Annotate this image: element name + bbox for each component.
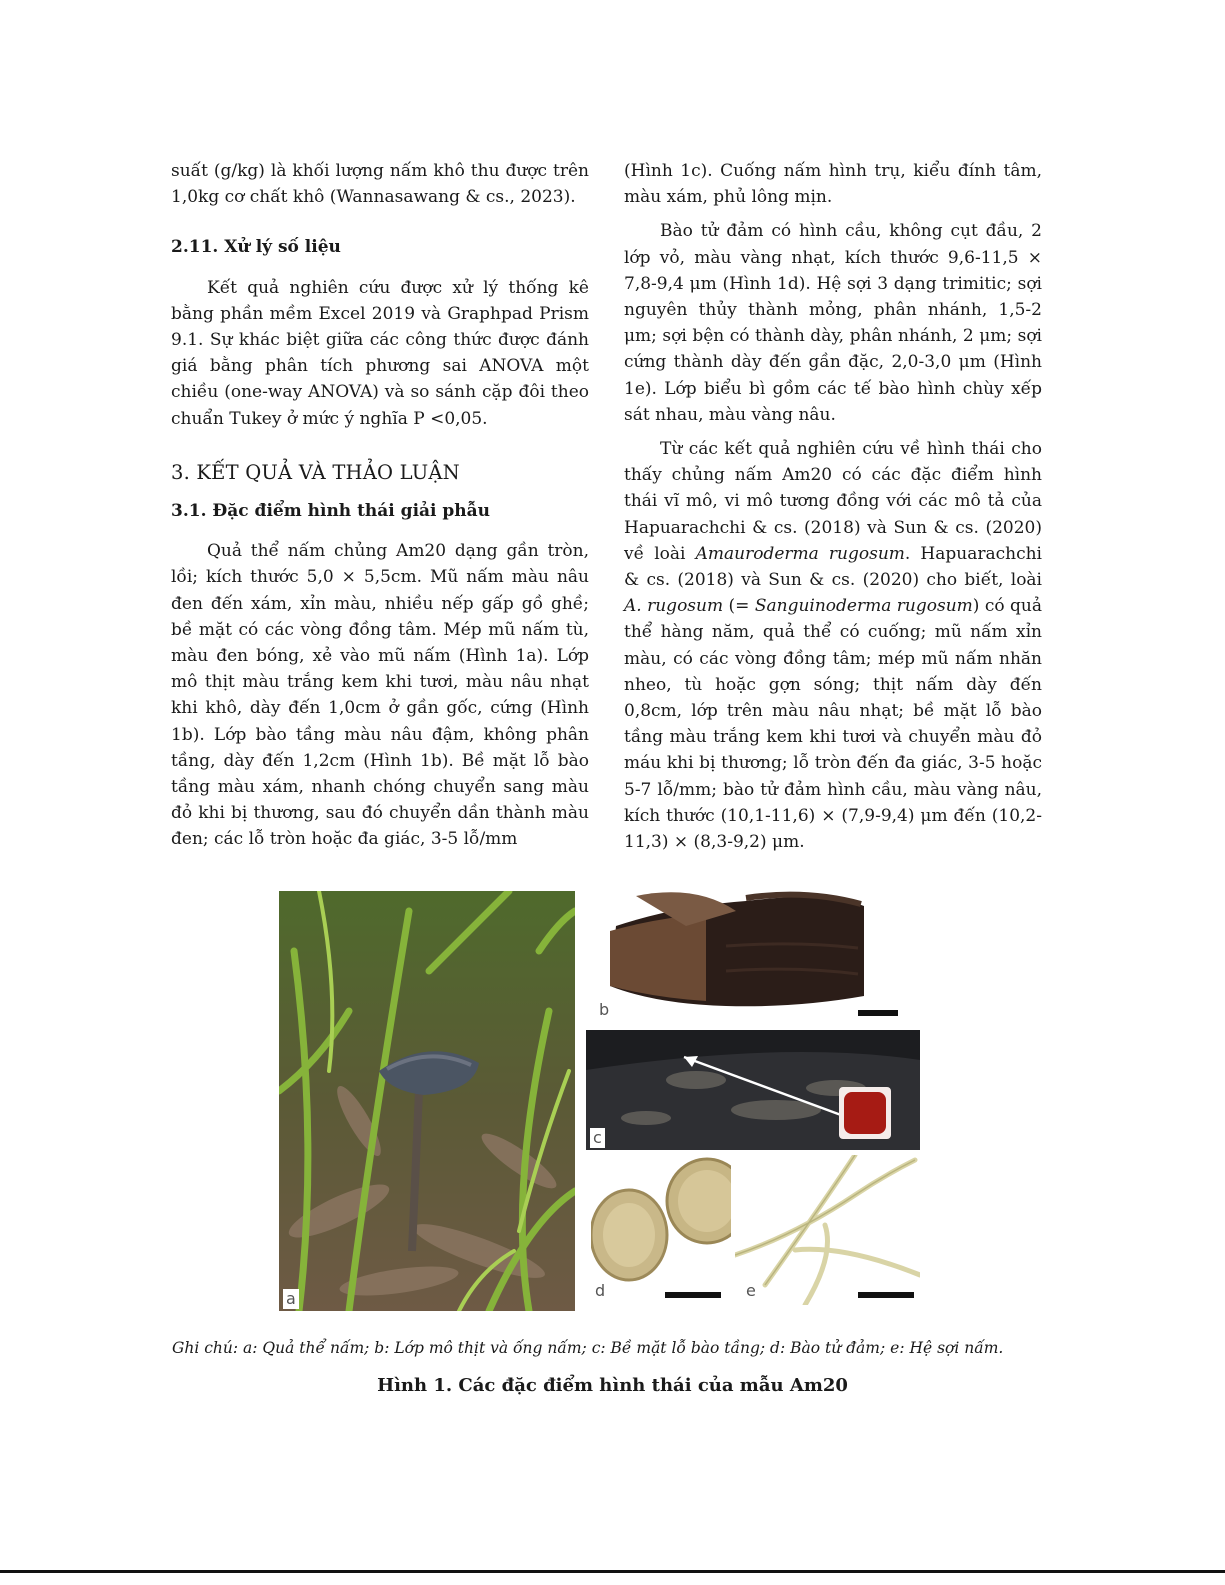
species-name: Sanguinoderma rugosum bbox=[754, 596, 973, 617]
paragraph: Kết quả nghiên cứu được xử lý thống kê bằng phần mềm Excel 2019 và Graphpad Prism 9.1. Sự khác biệt giữa các công thức được đánh giá bằng phân tích phương sai ANOVA một chiều (one-way ANOVA) và so sánh cặp đôi theo chuẩn Tukey ở mức ý nghĩa P <0,05. bbox=[171, 277, 589, 429]
figure-d-basidiospores bbox=[591, 1155, 731, 1305]
figure-e-hyphae bbox=[735, 1155, 920, 1305]
section-heading-3-1: 3.1. Đặc điểm hình thái giải phẫu bbox=[171, 501, 491, 522]
page-bottom-rule bbox=[0, 1570, 1225, 1573]
paragraph: (Hình 1c). Cuống nấm hình trụ, kiểu đính tâm, màu xám, phủ lông mịn. bbox=[624, 161, 1042, 208]
figure-c-pore-surface bbox=[586, 1030, 920, 1150]
scale-bar bbox=[858, 1292, 914, 1298]
paragraph: Quả thể nấm chủng Am20 dạng gần tròn, lồi; kích thước 5,0 × 5,5cm. Mũ nấm màu nâu đen đến xám, xỉn màu, nhiều nếp gấp gồ ghề; bề mặt có các vòng đồng tâm. Mép mũ nấm tù, màu đen bóng, xẻ vào mũ nấm (Hình 1a). Lớp mô thịt màu trắng kem khi tươi, màu nâu nhạt khi khô, dày đến 1,0cm ở gần gốc, cứng (Hình 1b). Lớp bào tầng màu nâu đậm, không phân tầng, dày đến 1,2cm (Hình 1b). Bề mặt lỗ bào tầng màu xám, nhanh chóng chuyển sang màu đỏ khi bị thương, sau đó chuyển dần thành màu đen; các lỗ tròn hoặc đa giác, 3-5 lỗ/mm bbox=[171, 541, 589, 850]
scale-bar bbox=[858, 1010, 898, 1016]
figure-label-b: b bbox=[596, 1000, 612, 1020]
figure-label-a: a bbox=[283, 1289, 299, 1309]
left-column bbox=[171, 158, 589, 853]
paragraph: Bào tử đảm có hình cầu, không cụt đầu, 2 lớp vỏ, màu vàng nhạt, kích thước 9,6-11,5 × 7,8-9,4 μm (Hình 1d). Hệ sợi 3 dạng trimitic; sợi nguyên thủy thành mỏng, phân nhánh, 1,5-2 μm; sợi bện có thành dày, phân nhánh, 2 μm; sợi cứng thành dày đến gần đặc, 2,0-3,0 μm (Hình 1e). Lớp biểu bì gồm các tế bào hình chùy xếp sát nhau, màu vàng nâu. bbox=[624, 221, 1042, 425]
figure-caption: Hình 1. Các đặc điểm hình thái của mẫu Am20 bbox=[377, 1375, 848, 1396]
figure-label-c: c bbox=[590, 1128, 605, 1148]
paragraph: Từ các kết quả nghiên cứu về hình thái cho thấy chủng nấm Am20 có các đặc điểm hình thái vĩ mô, vi mô tương đồng với các mô tả của Hapuarachchi & cs. (2018) và Sun & cs. (2020) về loài Amauroderma rugosum. Hapuarachchi & cs. (2018) và Sun & cs. (2020) cho biết, loài A. rugosum (= Sanguinoderma rugosum) có quả thể hàng năm, quả thể có cuống; mũ nấm xỉn màu, có các vòng đồng tâm; mép mũ nấm nhăn nheo, tù hoặc gợn sóng; thịt nấm dày đến 0,8cm, lớp trên màu nâu nhạt; bề mặt lỗ bào tầng màu trắng kem khi tươi và chuyển màu đỏ máu khi bị thương; lỗ tròn đến đa giác, 3-5 hoặc 5-7 lỗ/mm; bào tử đảm hình cầu, màu vàng nâu, kích thước (10,1-11,6) × (7,9-9,4) μm đến (10,2-11,3) × (8,3-9,2) μm. bbox=[624, 439, 1042, 853]
figure-b-cross-section bbox=[596, 886, 906, 1023]
species-name: Amauroderma rugosum bbox=[695, 543, 905, 564]
figure-label-d: d bbox=[592, 1281, 608, 1301]
scale-bar bbox=[665, 1292, 721, 1298]
paragraph: suất (g/kg) là khối lượng nấm khô thu được trên 1,0kg cơ chất khô (Wannasawang & cs., 2023). bbox=[171, 161, 589, 208]
right-column bbox=[624, 158, 1042, 855]
figure-a-fruiting-body bbox=[279, 891, 575, 1311]
section-heading-2-11: 2.11. Xử lý số liệu bbox=[171, 237, 341, 258]
figure-label-e: e bbox=[743, 1281, 759, 1301]
species-name: A. rugosum bbox=[624, 596, 724, 617]
figure-note: Ghi chú: a: Quả thể nấm; b: Lớp mô thịt và ống nấm; c: Bề mặt lỗ bào tầng; d: Bào tử đảm; e: Hệ sợi nấm. bbox=[172, 1339, 1004, 1357]
section-heading-3: 3. KẾT QUẢ VÀ THẢO LUẬN bbox=[171, 460, 460, 484]
